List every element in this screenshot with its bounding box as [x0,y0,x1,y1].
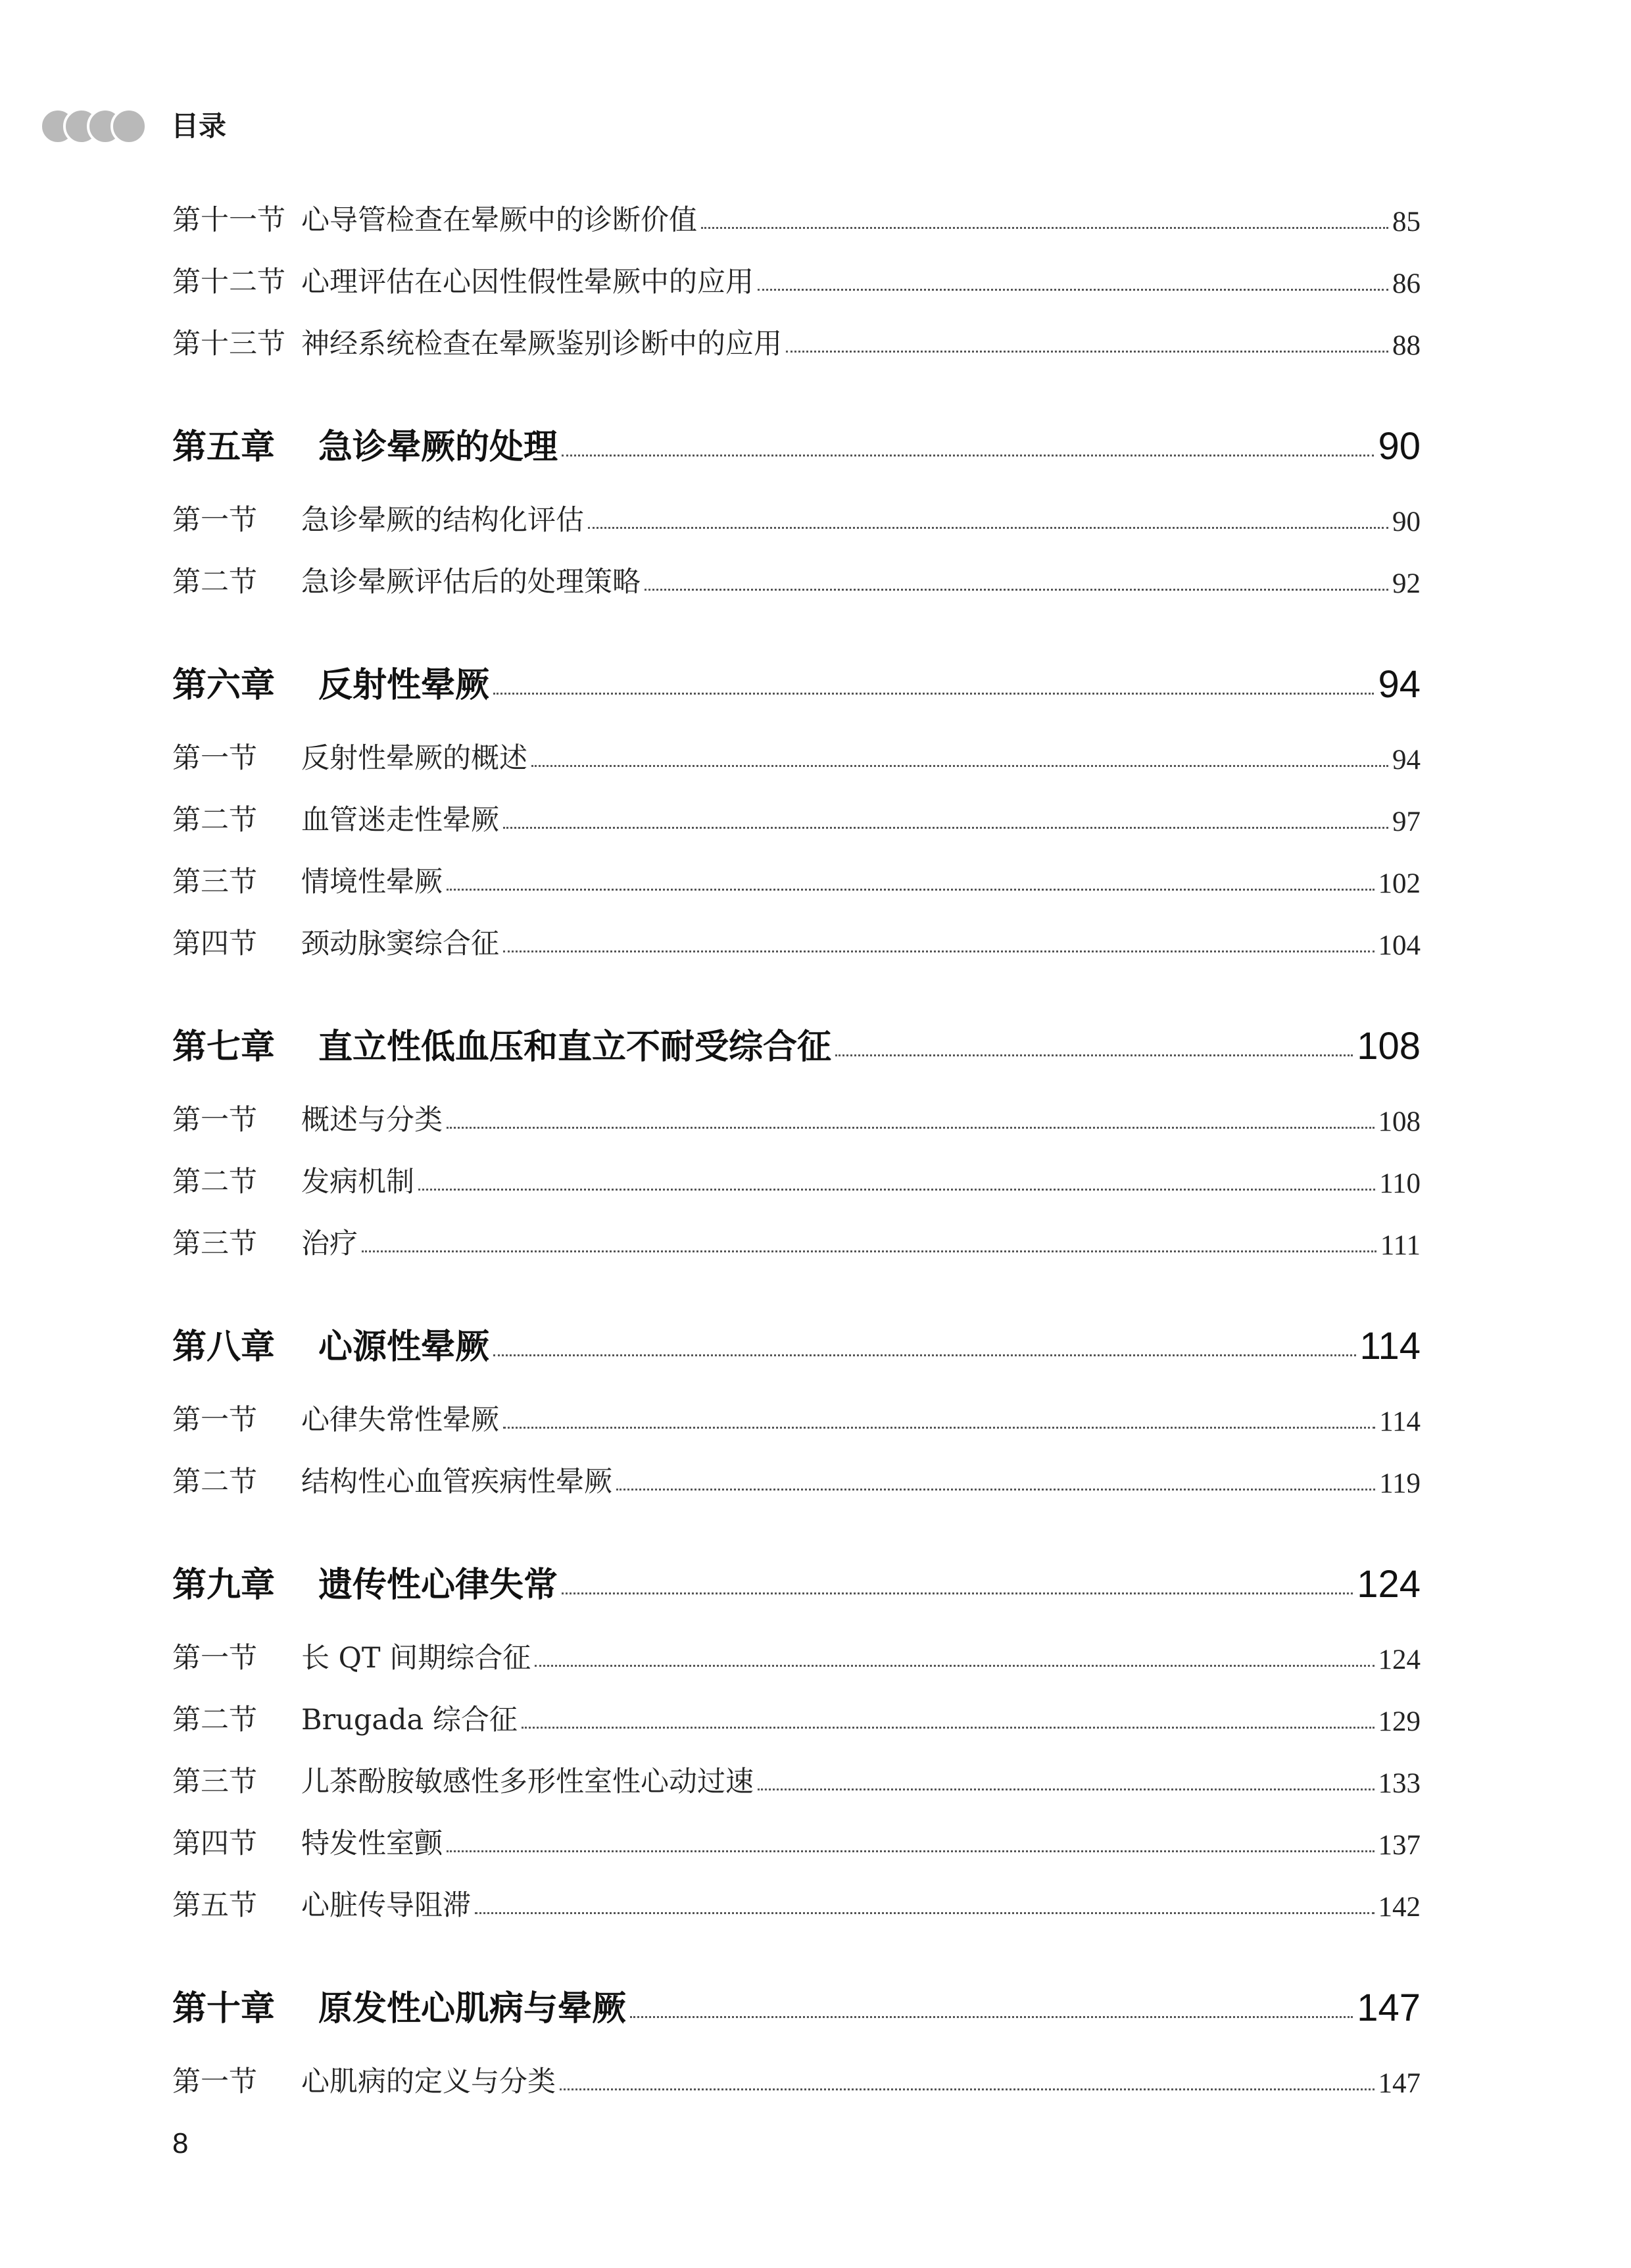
toc-section-entry[interactable] [172,1800,1421,1861]
entry-page-number: 92 [1392,568,1421,599]
toc-chapter-entry[interactable] [172,389,1421,468]
running-header [39,105,227,147]
entry-title: 结构性心血管疾病性晕厥 [301,1466,612,1498]
entry-title: 心律失常性晕厥 [301,1404,499,1437]
entry-page-number: 147 [1357,1986,1421,2029]
entry-label: 第一节 [172,1642,257,1675]
toc-section-entry[interactable] [172,476,1421,538]
entry-title: 遗传性心律失常 [318,1565,558,1605]
entry-title: 血管迷走性晕厥 [301,804,499,837]
entry-label: 第二节 [172,1166,257,1198]
entry-page-number: 85 [1392,207,1421,237]
dot-leader [503,950,1375,952]
entry-page-number: 102 [1378,868,1421,899]
entry-label: 第二节 [172,1704,257,1737]
toc-section-entry[interactable] [172,1676,1421,1738]
toc-section-entry[interactable] [172,1738,1421,1800]
entry-page-number: 124 [1357,1563,1421,1606]
entry-page-number: 147 [1378,2068,1421,2099]
toc-section-entry[interactable] [172,538,1421,600]
entry-label: 第八章 [172,1327,276,1367]
entry-title: 概述与分类 [301,1104,443,1137]
entry-label: 第二节 [172,804,257,837]
toc-section-entry[interactable] [172,2038,1421,2100]
entry-label: 第一节 [172,742,257,775]
entry-page-number: 86 [1392,268,1421,299]
dot-leader [503,1427,1375,1429]
entry-title: 神经系统检查在晕厥鉴别诊断中的应用 [301,328,782,360]
entry-page-number: 114 [1359,1325,1421,1368]
entry-label: 第一节 [172,2065,257,2098]
entry-label: 第六章 [172,666,276,705]
entry-title: 特发性室颤 [301,1827,443,1860]
entry-title: 心肌病的定义与分类 [301,2065,556,2098]
dot-leader [493,1354,1356,1356]
entry-page-number: 114 [1379,1406,1421,1437]
toc-section-entry[interactable] [172,300,1421,362]
entry-title: 颈动脉窦综合征 [301,927,499,960]
dot-leader [645,589,1388,591]
dot-leader [503,827,1388,829]
entry-page-number: 108 [1378,1106,1421,1137]
entry-label: 第三节 [172,1765,257,1798]
entry-page-number: 94 [1378,663,1421,706]
dot-leader [535,1665,1374,1667]
toc-section-entry[interactable] [172,1376,1421,1438]
entry-label: 第一节 [172,1404,257,1437]
entry-title: 发病机制 [301,1166,414,1198]
dot-leader [616,1489,1375,1491]
entry-title: 心导管检查在晕厥中的诊断价值 [301,204,697,237]
entry-page-number: 124 [1378,1644,1421,1675]
entry-title: 直立性低血压和直立不耐受综合征 [318,1027,832,1067]
entry-page-number: 129 [1378,1706,1421,1737]
entry-label: 第三节 [172,1227,257,1260]
entry-label: 第五节 [172,1889,257,1922]
entry-page-number: 90 [1392,506,1421,537]
dot-leader [447,1850,1375,1852]
entry-title: 急诊晕厥的结构化评估 [301,504,584,537]
dot-leader [758,1788,1375,1790]
dot-leader [475,1912,1375,1914]
toc-section-entry[interactable] [172,776,1421,838]
entry-title: 情境性晕厥 [301,866,443,899]
toc-section-entry[interactable] [172,714,1421,776]
entry-page-number: 88 [1392,330,1421,361]
header-title: 目录 [171,110,227,142]
entry-page-number: 133 [1378,1768,1421,1799]
entry-label: 第十章 [172,1989,276,2029]
entry-label: 第十三节 [172,328,285,360]
entry-label: 第二节 [172,566,257,599]
toc-section-entry[interactable] [172,1200,1421,1262]
entry-title: 儿茶酚胺敏感性多形性室性心动过速 [301,1765,754,1798]
toc-section-entry[interactable] [172,838,1421,900]
entry-title: 急诊晕厥的处理 [318,428,558,467]
entry-title: 心理评估在心因性假性晕厥中的应用 [301,266,754,299]
toc-section-entry[interactable] [172,1076,1421,1138]
entry-page-number: 108 [1357,1025,1421,1068]
dot-leader [531,765,1388,767]
dot-leader [560,2088,1375,2090]
entry-label: 第一节 [172,504,257,537]
entry-page-number: 97 [1392,806,1421,837]
entry-title: 心源性晕厥 [318,1327,490,1367]
toc-section-entry[interactable] [172,1138,1421,1200]
decorative-ovals-icon [39,108,147,145]
entry-title: 反射性晕厥 [318,666,490,705]
toc-chapter-entry[interactable] [172,628,1421,706]
toc-chapter-entry[interactable] [172,1951,1421,2030]
entry-label: 第十二节 [172,266,285,299]
entry-label: 第四节 [172,927,257,960]
entry-title: 治疗 [301,1227,358,1260]
toc-chapter-entry[interactable] [172,1527,1421,1606]
entry-title: Brugada 综合征 [301,1704,518,1737]
entry-label: 第十一节 [172,204,285,237]
entry-page-number: 90 [1378,425,1421,468]
entry-page-number: 111 [1380,1230,1421,1261]
dot-leader [630,2016,1353,2018]
entry-page-number: 137 [1378,1830,1421,1861]
dot-leader [701,227,1388,229]
toc-section-entry[interactable] [172,1438,1421,1500]
dot-leader [758,289,1388,291]
dot-leader [562,455,1374,456]
entry-title: 长 QT 间期综合征 [301,1642,531,1675]
dot-leader [493,693,1374,695]
entry-label: 第五章 [172,428,276,467]
entry-page-number: 142 [1378,1892,1421,1923]
dot-leader [418,1189,1375,1191]
toc-section-entry[interactable] [172,176,1421,238]
dot-leader [588,527,1388,529]
dot-leader [786,351,1388,353]
entry-label: 第九章 [172,1565,276,1605]
toc-section-entry[interactable] [172,1861,1421,1923]
entry-title: 反射性晕厥的概述 [301,742,527,775]
entry-page-number: 110 [1379,1168,1421,1199]
dot-leader [362,1250,1376,1252]
page-number: 8 [172,2127,189,2159]
dot-leader [522,1727,1375,1729]
entry-title: 原发性心肌病与晕厥 [318,1989,627,2029]
table-of-contents [172,176,1421,2100]
toc-section-entry[interactable] [172,900,1421,962]
entry-label: 第四节 [172,1827,257,1860]
toc-section-entry[interactable] [172,1614,1421,1676]
dot-leader [835,1054,1353,1056]
toc-section-entry[interactable] [172,238,1421,300]
entry-title: 心脏传导阻滞 [301,1889,471,1922]
toc-chapter-entry[interactable] [172,989,1421,1068]
entry-label: 第三节 [172,866,257,899]
dot-leader [562,1592,1353,1594]
entry-title: 急诊晕厥评估后的处理策略 [301,566,641,599]
entry-label: 第二节 [172,1466,257,1498]
dot-leader [447,1127,1375,1129]
entry-label: 第七章 [172,1027,276,1067]
entry-page-number: 94 [1392,745,1421,776]
toc-chapter-entry[interactable] [172,1289,1421,1368]
entry-page-number: 104 [1378,930,1421,961]
entry-label: 第一节 [172,1104,257,1137]
dot-leader [447,889,1375,891]
entry-page-number: 119 [1379,1468,1421,1499]
